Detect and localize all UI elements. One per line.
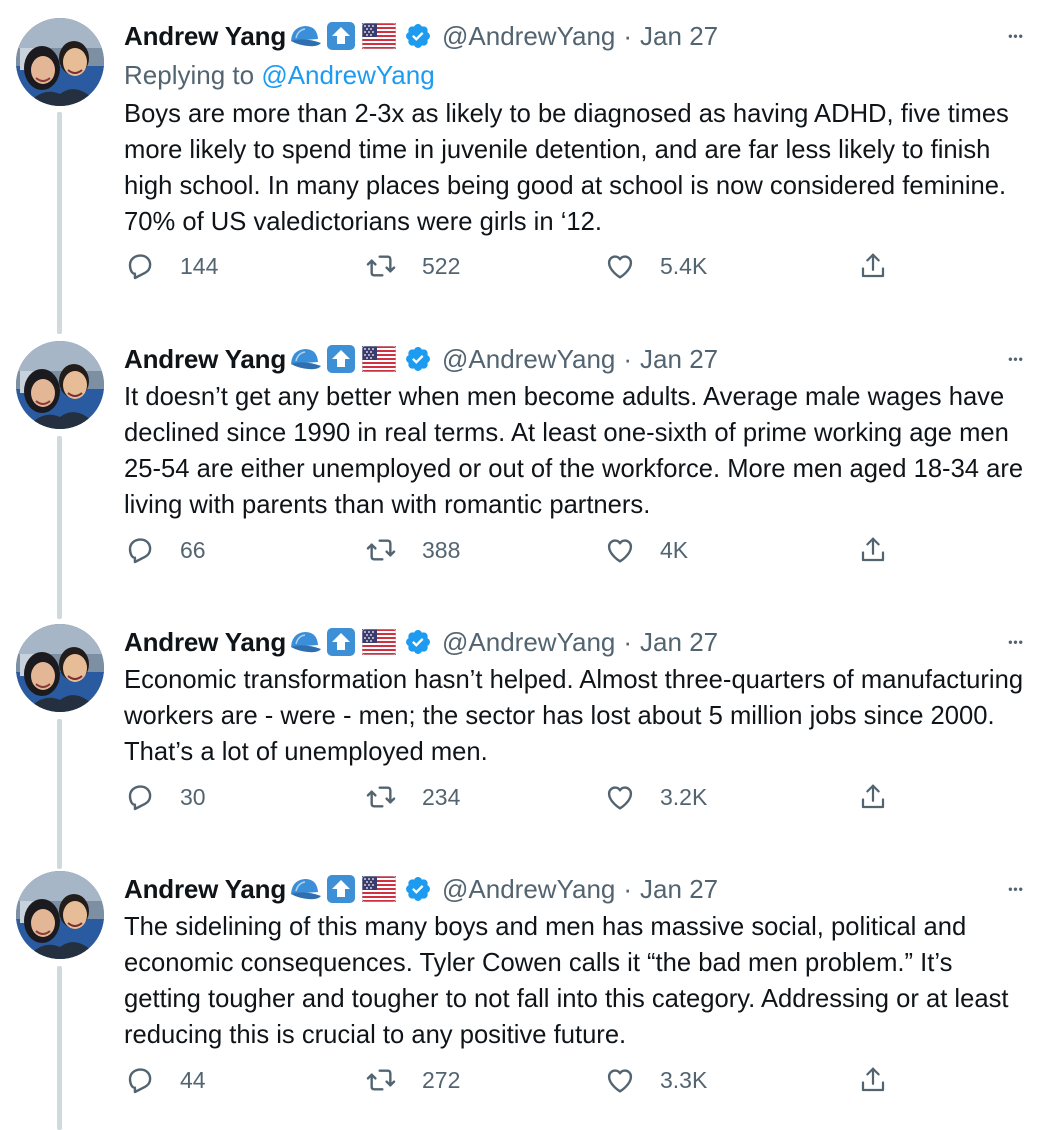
replying-to-label: Replying to (124, 60, 255, 90)
like-count: 3.2K (660, 783, 708, 810)
avatar[interactable] (16, 18, 104, 106)
replie-count: 66 (180, 536, 206, 563)
thread-line (57, 719, 62, 869)
avatar[interactable] (16, 624, 104, 712)
reply-button[interactable] (124, 532, 206, 568)
avatar[interactable] (16, 871, 104, 959)
author-name[interactable]: Andrew Yang (124, 20, 287, 51)
reply-icon (124, 534, 156, 566)
like-button[interactable] (604, 532, 688, 568)
retweet-button[interactable] (364, 1062, 460, 1098)
up-arrow-emoji-icon (326, 627, 356, 657)
heart-icon (604, 250, 636, 282)
replie-count: 44 (180, 1066, 206, 1093)
up-arrow-emoji-icon (326, 344, 356, 374)
cap-emoji-icon (288, 874, 322, 904)
header-separator: · (623, 873, 633, 904)
reply-icon (124, 250, 156, 282)
share-icon (858, 534, 888, 566)
replying-to (124, 60, 435, 91)
tweet-date[interactable]: Jan 27 (640, 343, 719, 374)
like-button[interactable] (604, 779, 707, 815)
more-options-icon[interactable]: ••• (1008, 352, 1024, 366)
retweet-button[interactable] (364, 532, 460, 568)
verified-badge-icon (404, 345, 432, 373)
author-name[interactable]: Andrew Yang (124, 626, 287, 657)
verified-badge-icon (404, 22, 432, 50)
heart-icon (604, 1064, 636, 1096)
up-arrow-emoji-icon (326, 21, 356, 51)
verified-badge-icon (404, 875, 432, 903)
author-handle[interactable]: @AndrewYang (442, 20, 616, 51)
author-handle[interactable]: @AndrewYang (442, 343, 616, 374)
heart-icon (604, 534, 636, 566)
reply-button[interactable] (124, 1062, 206, 1098)
cap-emoji-icon (288, 21, 322, 51)
tweet-text: Economic transformation hasn’t helped. Almost three-quarters of manufacturing workers are - were - men; the sector has lost about 5 million jobs since 2000. That’s a lot of unemployed men. (124, 666, 1024, 766)
more-options-icon[interactable]: ••• (1008, 882, 1024, 896)
reply-button[interactable] (124, 248, 218, 284)
retweet-count: 522 (422, 252, 461, 279)
retweet-button[interactable] (364, 248, 460, 284)
heart-icon (604, 781, 636, 813)
cap-emoji-icon (288, 627, 322, 657)
thread-line (57, 966, 62, 1130)
tweet-actions (124, 779, 904, 815)
tweet-actions (124, 248, 904, 284)
replie-count: 30 (180, 783, 206, 810)
share-button[interactable] (858, 1062, 888, 1098)
replying-to-handle-link[interactable]: @AndrewYang (261, 60, 435, 90)
share-icon (858, 250, 888, 282)
tweet-date[interactable]: Jan 27 (640, 20, 719, 51)
author-handle[interactable]: @AndrewYang (442, 626, 616, 657)
retweet-count: 388 (422, 536, 461, 563)
share-icon (858, 781, 888, 813)
retweet-count: 234 (422, 783, 461, 810)
more-options-icon[interactable]: ••• (1008, 635, 1024, 649)
us-flag-emoji-icon (362, 876, 396, 902)
retweet-button[interactable] (364, 779, 460, 815)
share-icon (858, 1064, 888, 1096)
like-count: 3.3K (660, 1066, 708, 1093)
tweet-date[interactable]: Jan 27 (640, 626, 719, 657)
verified-badge-icon (404, 628, 432, 656)
us-flag-emoji-icon (362, 23, 396, 49)
share-button[interactable] (858, 532, 888, 568)
replie-count: 144 (180, 252, 219, 279)
reply-icon (124, 1064, 156, 1096)
retweet-icon (364, 1064, 398, 1096)
tweet-text: It doesn’t get any better when men become adults. Average male wages have declined since 1990 in real terms. At least one-sixth of prime working age men 25-54 are either unemployed or out of the workforce. More men aged 18-34 are living with parents than with romantic partners. (124, 383, 1024, 519)
tweet-actions (124, 532, 904, 568)
avatar[interactable] (16, 341, 104, 429)
retweet-icon (364, 534, 398, 566)
author-name[interactable]: Andrew Yang (124, 873, 287, 904)
retweet-count: 272 (422, 1066, 461, 1093)
share-button[interactable] (858, 248, 888, 284)
reply-icon (124, 781, 156, 813)
tweet-actions (124, 1062, 904, 1098)
tweet-header (124, 18, 718, 54)
tweet-text: The sidelining of this many boys and men has massive social, political and economic consequences. Tyler Cowen calls it “the bad men problem.” It’s getting tougher and tougher to not fall into this category. Addressing or at least reducing this is crucial to any positive future. (124, 913, 1009, 1049)
header-separator: · (623, 20, 633, 51)
like-button[interactable] (604, 248, 707, 284)
thread-line (57, 112, 62, 334)
thread-line (57, 436, 62, 619)
author-handle[interactable]: @AndrewYang (442, 873, 616, 904)
like-button[interactable] (604, 1062, 707, 1098)
retweet-icon (364, 781, 398, 813)
retweet-icon (364, 250, 398, 282)
more-options-icon[interactable]: ••• (1008, 29, 1024, 43)
header-separator: · (623, 343, 633, 374)
reply-button[interactable] (124, 779, 206, 815)
tweet-header (124, 871, 718, 907)
tweet-date[interactable]: Jan 27 (640, 873, 719, 904)
tweet-header (124, 341, 718, 377)
share-button[interactable] (858, 779, 888, 815)
cap-emoji-icon (288, 344, 322, 374)
us-flag-emoji-icon (362, 346, 396, 372)
us-flag-emoji-icon (362, 629, 396, 655)
like-count: 4K (660, 536, 689, 563)
header-separator: · (623, 626, 633, 657)
tweet-header (124, 624, 718, 660)
like-count: 5.4K (660, 252, 708, 279)
up-arrow-emoji-icon (326, 874, 356, 904)
tweet-text: Boys are more than 2-3x as likely to be diagnosed as having ADHD, five times more likely to spend time in juvenile detention, and are far less likely to finish high school. In many places being good at school is now considered feminine. 70% of US valedictorians were girls in ‘12. (124, 100, 1009, 236)
author-name[interactable]: Andrew Yang (124, 343, 287, 374)
